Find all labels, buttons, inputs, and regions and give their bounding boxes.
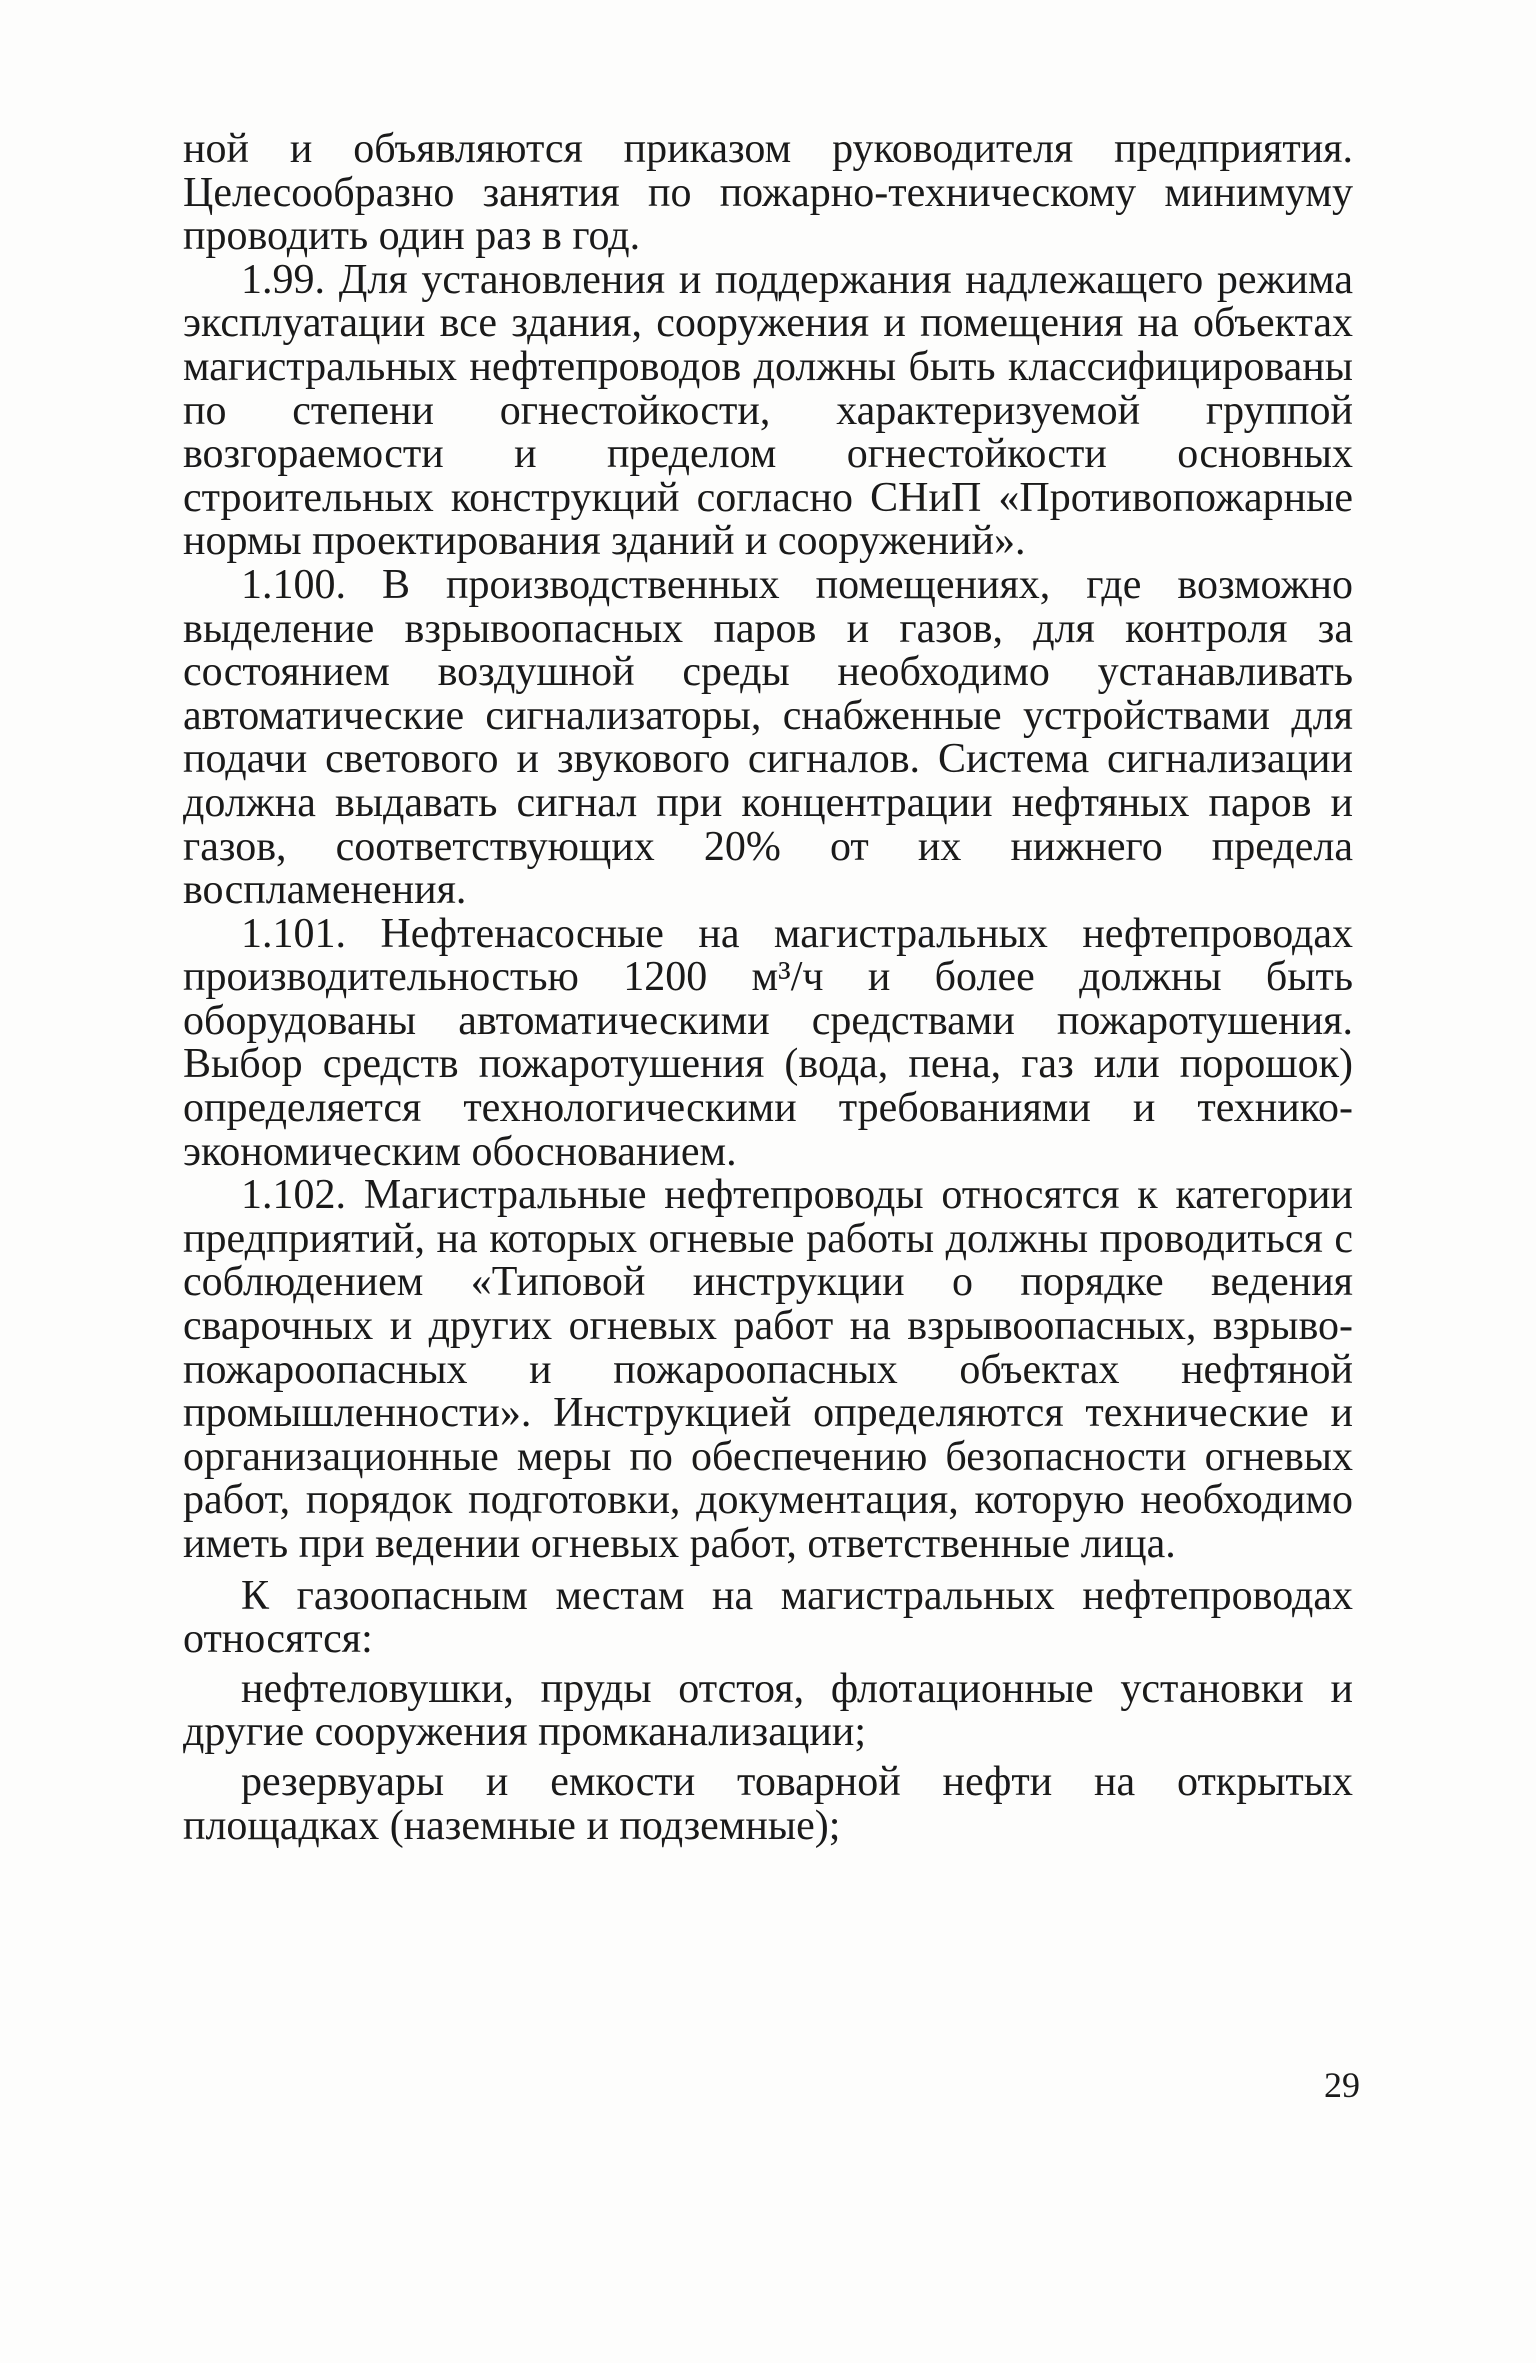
paragraph-1-101: 1.101. Нефтенасосные на магистральных нефтепроводах производительностью 1200 м³/ч и более должны быть оборудованы автоматическими средствами пожаротушения. Выбор средств пожаротушения (вода, пена, газ или порошок) определяется технологическими требованиями и технико-экономическим обоснованием.: [183, 910, 1353, 1175]
list-item-tanks: резервуары и емкости товарной нефти на открытых площадках (наземные и подземные);: [183, 1758, 1353, 1849]
paragraph-continuation: ной и объявляются приказом руководителя предприятия. Целесообразно занятия по пожарно-техническому минимуму проводить один раз в год.: [183, 126, 1353, 260]
page-number: 29: [1324, 2065, 1360, 2105]
paragraph-1-99: 1.99. Для установления и поддержания надлежащего режима эксплуатации все здания, сооружения и помещения на объектах магистральных нефтепроводов должны быть классифицированы по степени огнестойкости, характеризуемой группой возгораемости и пределом огнестойкости основных строительных конструкций согласно СНиП «Противопожарные нормы проектирования зданий и сооружений».: [183, 256, 1353, 565]
paragraph-1-100: 1.100. В производственных помещениях, где возможно выделение взрывоопасных паров и газов, для контроля за состоянием воздушной среды необходимо устанавливать автоматические сигнализаторы, снабженные устройствами для подачи светового и звукового сигналов. Система сигнализации должна выдавать сигнал при концентрации нефтяных паров и газов, соответствующих 20% от их нижнего предела воспламенения.: [183, 561, 1353, 914]
list-item-oil-traps: нефтеловушки, пруды отстоя, флотационные установки и другие сооружения промканализации;: [183, 1665, 1353, 1756]
paragraph-gas-places-intro: К газоопасным местам на магистральных нефтепроводах относятся:: [183, 1572, 1353, 1663]
body-text: [183, 128, 1353, 1848]
paragraph-1-102: 1.102. Магистральные нефтепроводы относятся к категории предприятий, на которых огневые работы должны проводиться с соблюдением «Типовой инструкции о порядке ведения сварочных и других огневых работ на взрывоопасных, взрыво-пожароопасных и пожароопасных объектах нефтяной промышленности». Инструкцией определяются технические и организационные меры по обеспечению безопасности огневых работ, порядок подготовки, документация, которую необходимо иметь при ведении огневых работ, ответственные лица.: [183, 1172, 1353, 1567]
